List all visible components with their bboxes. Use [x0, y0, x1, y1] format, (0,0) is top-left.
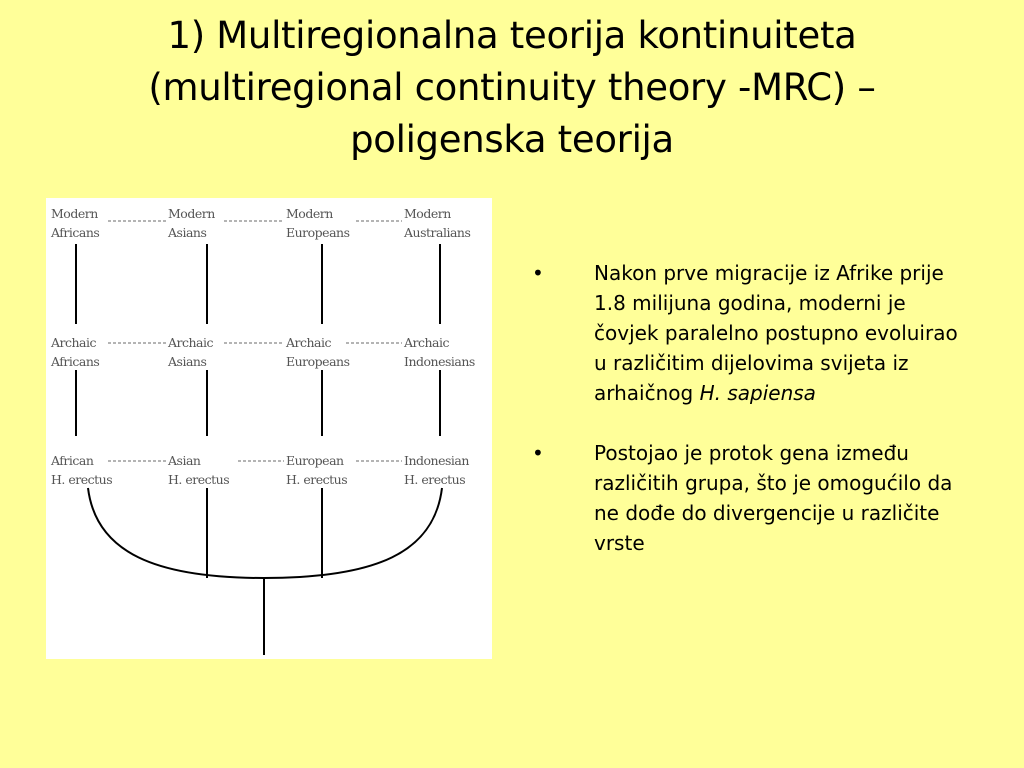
bullet-text-plain: Nakon prve migracije iz Afrike prije 1.8 milijuna godina, moderni je čovjek paralelno postupno evoluirao u različitim dijelovima svijeta iz arhaičnog: [594, 261, 958, 405]
bullet-item: [532, 258, 972, 408]
label-european-erectus-2: H. erectus: [286, 472, 348, 487]
bullet-list: [532, 258, 972, 588]
label-african-erectus-2: H. erectus: [51, 472, 113, 487]
bullet-text-italic: H. sapiensa: [699, 381, 816, 405]
label-archaic-indonesians-2: Indonesians: [404, 354, 475, 369]
label-modern-africans-1: Modern: [51, 206, 98, 221]
title-line-1: 1) Multiregionalna teorija kontinuiteta: [167, 14, 857, 57]
label-modern-europeans-2: Europeans: [286, 225, 350, 240]
label-archaic-africans-1: Archaic: [51, 335, 97, 350]
label-archaic-indonesians-1: Archaic: [404, 335, 450, 350]
label-asian-erectus-2: H. erectus: [168, 472, 230, 487]
label-modern-asians-2: Asians: [168, 225, 207, 240]
label-archaic-africans-2: Africans: [51, 354, 100, 369]
bullet-marker: •: [532, 261, 544, 285]
label-asian-erectus-1: Asian: [168, 453, 201, 468]
label-archaic-europeans-2: Europeans: [286, 354, 350, 369]
label-modern-europeans-1: Modern: [286, 206, 333, 221]
tree-svg: [46, 198, 492, 659]
label-modern-africans-2: Africans: [51, 225, 100, 240]
bullet-text: [594, 441, 952, 555]
slide-title: [40, 10, 984, 166]
label-archaic-europeans-1: Archaic: [286, 335, 332, 350]
multiregional-tree-diagram: [46, 198, 492, 659]
bullet-text: [594, 261, 958, 405]
label-european-erectus-1: European: [286, 453, 344, 468]
bullet-marker: •: [532, 441, 544, 465]
label-indonesian-erectus-2: H. erectus: [404, 472, 466, 487]
bullet-text-plain: Postojao je protok gena između različitih grupa, što je omogućilo da ne dođe do divergencije u različite vrste: [594, 441, 953, 555]
label-african-erectus-1: African: [51, 453, 94, 468]
label-indonesian-erectus-1: Indonesian: [404, 453, 469, 468]
label-modern-asians-1: Modern: [168, 206, 215, 221]
title-line-2: (multiregional continuity theory -MRC) –: [148, 66, 876, 109]
label-archaic-asians-1: Archaic: [168, 335, 214, 350]
ancestor-arc: [88, 488, 442, 578]
bullet-item: [532, 438, 972, 558]
label-modern-australians-2: Australians: [404, 225, 471, 240]
label-modern-australians-1: Modern: [404, 206, 451, 221]
title-line-3: poligenska teorija: [350, 118, 674, 161]
label-archaic-asians-2: Asians: [168, 354, 207, 369]
